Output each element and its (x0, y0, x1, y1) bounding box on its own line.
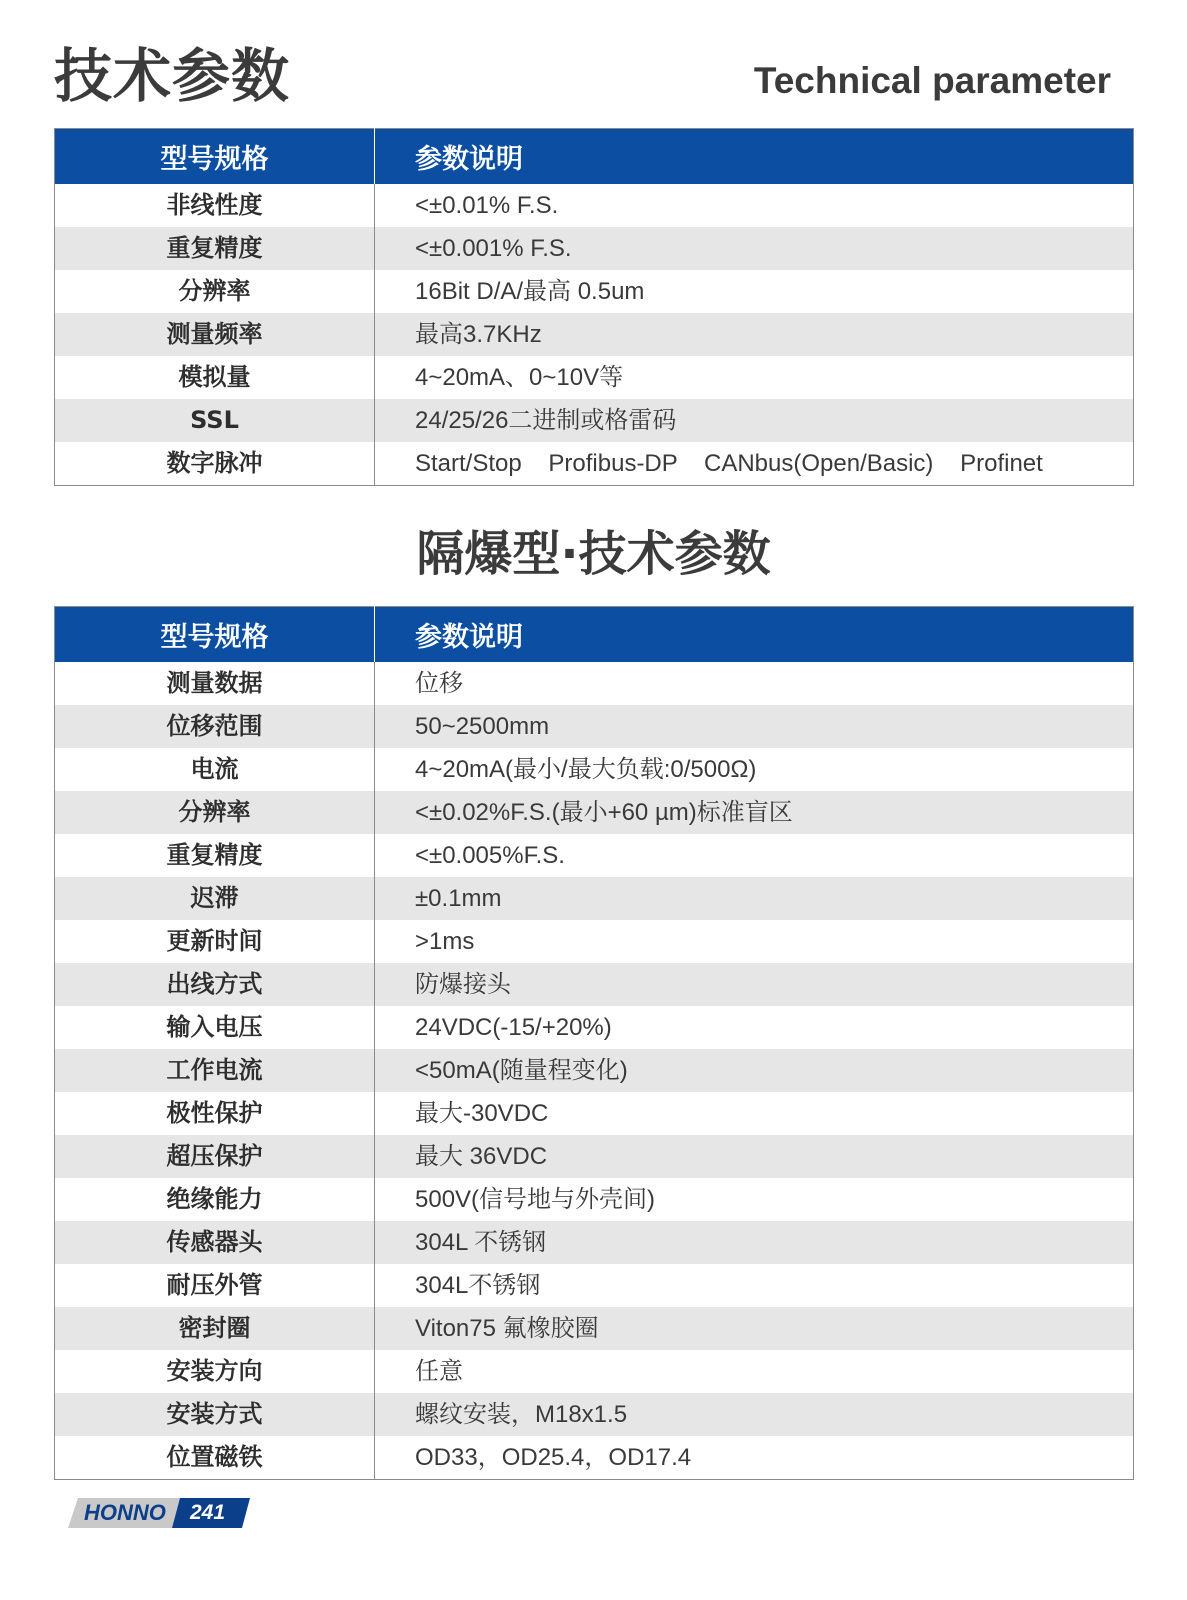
table-row (55, 442, 1134, 486)
table-row (55, 963, 1134, 1006)
parameter-value: <±0.005%F.S. (375, 834, 1134, 877)
parameter-value: ±0.1mm (375, 877, 1134, 920)
column-header-description: 参数说明 (375, 129, 1134, 185)
parameter-name: 工作电流 (55, 1049, 375, 1092)
parameter-name: 传感器头 (55, 1221, 375, 1264)
parameter-value: <50mA(随量程变化) (375, 1049, 1134, 1092)
parameter-name: 位置磁铁 (55, 1436, 375, 1480)
table-row (55, 1264, 1134, 1307)
parameter-name: 分辨率 (55, 791, 375, 834)
parameter-name: 安装方向 (55, 1350, 375, 1393)
parameter-value: Viton75 氟橡胶圈 (375, 1307, 1134, 1350)
parameter-name: 重复精度 (55, 227, 375, 270)
parameter-value: 任意 (375, 1350, 1134, 1393)
page-footer (68, 1498, 258, 1528)
parameter-name: 电流 (55, 748, 375, 791)
table-row (55, 270, 1134, 313)
parameter-name: 极性保护 (55, 1092, 375, 1135)
parameter-value: 24VDC(-15/+20%) (375, 1006, 1134, 1049)
parameter-name: SSL (55, 399, 375, 442)
parameter-value: OD33，OD25.4，OD17.4 (375, 1436, 1134, 1480)
table-row (55, 1049, 1134, 1092)
parameter-value: <±0.001% F.S. (375, 227, 1134, 270)
parameter-value: 位移 (375, 662, 1134, 705)
technical-parameter-table (54, 128, 1134, 486)
table-row (55, 1135, 1134, 1178)
parameter-name: 绝缘能力 (55, 1178, 375, 1221)
parameter-name: 输入电压 (55, 1006, 375, 1049)
page-number: 241 (190, 1501, 226, 1524)
parameter-name: 位移范围 (55, 705, 375, 748)
table-row (55, 1006, 1134, 1049)
parameter-name: 非线性度 (55, 184, 375, 227)
parameter-name: 模拟量 (55, 356, 375, 399)
table-row (55, 1307, 1134, 1350)
parameter-value: <±0.01% F.S. (375, 184, 1134, 227)
parameter-value: 50~2500mm (375, 705, 1134, 748)
section-title: 隔爆型·技术参数 (416, 526, 771, 582)
parameter-value: 500V(信号地与外壳间) (375, 1178, 1134, 1221)
table-row (55, 1436, 1134, 1480)
parameter-value: <±0.02%F.S.(最小+60 µm)标准盲区 (375, 791, 1134, 834)
column-header-description: 参数说明 (375, 607, 1134, 663)
table-row (55, 313, 1134, 356)
table-row (55, 920, 1134, 963)
parameter-value: >1ms (375, 920, 1134, 963)
parameter-value: 防爆接头 (375, 963, 1134, 1006)
parameter-value: 16Bit D/A/最高 0.5um (375, 270, 1134, 313)
table-header-row (55, 129, 1134, 185)
column-header-model: 型号规格 (55, 607, 375, 663)
parameter-value: 4~20mA、0~10V等 (375, 356, 1134, 399)
table-row (55, 1350, 1134, 1393)
parameter-name: 重复精度 (55, 834, 375, 877)
parameter-name: 安装方式 (55, 1393, 375, 1436)
parameter-value: 24/25/26二进制或格雷码 (375, 399, 1134, 442)
table-row (55, 662, 1134, 705)
table-header-row (55, 607, 1134, 663)
parameter-value: Start/Stop Profibus-DP CANbus(Open/Basic) Profinet (375, 442, 1134, 486)
table-row (55, 1393, 1134, 1436)
table-row (55, 877, 1134, 920)
parameter-value: 最大 36VDC (375, 1135, 1134, 1178)
parameter-name: 数字脉冲 (55, 442, 375, 486)
table-row (55, 227, 1134, 270)
parameter-value: 304L不锈钢 (375, 1264, 1134, 1307)
table-row (55, 748, 1134, 791)
table-row (55, 399, 1134, 442)
parameter-name: 密封圈 (55, 1307, 375, 1350)
table-row (55, 184, 1134, 227)
explosion-proof-parameter-table (54, 606, 1134, 1480)
parameter-value: 最高3.7KHz (375, 313, 1134, 356)
parameter-name: 测量频率 (55, 313, 375, 356)
parameter-name: 测量数据 (55, 662, 375, 705)
parameter-name: 耐压外管 (55, 1264, 375, 1307)
table-row (55, 1092, 1134, 1135)
page-subtitle: Technical parameter (753, 60, 1111, 101)
parameter-value: 304L 不锈钢 (375, 1221, 1134, 1264)
table-row (55, 356, 1134, 399)
table-row (55, 834, 1134, 877)
parameter-name: 迟滞 (55, 877, 375, 920)
table-row (55, 791, 1134, 834)
parameter-name: 分辨率 (55, 270, 375, 313)
column-header-model: 型号规格 (55, 129, 375, 185)
parameter-value: 4~20mA(最小/最大负载:0/500Ω) (375, 748, 1134, 791)
table-row (55, 1178, 1134, 1221)
table-row (55, 705, 1134, 748)
page-title: 技术参数 (54, 42, 291, 110)
parameter-value: 最大-30VDC (375, 1092, 1134, 1135)
parameter-name: 更新时间 (55, 920, 375, 963)
brand-name: HONNO (84, 1500, 166, 1525)
parameter-name: 超压保护 (55, 1135, 375, 1178)
parameter-name: 出线方式 (55, 963, 375, 1006)
parameter-value: 螺纹安装，M18x1.5 (375, 1393, 1134, 1436)
table-row (55, 1221, 1134, 1264)
